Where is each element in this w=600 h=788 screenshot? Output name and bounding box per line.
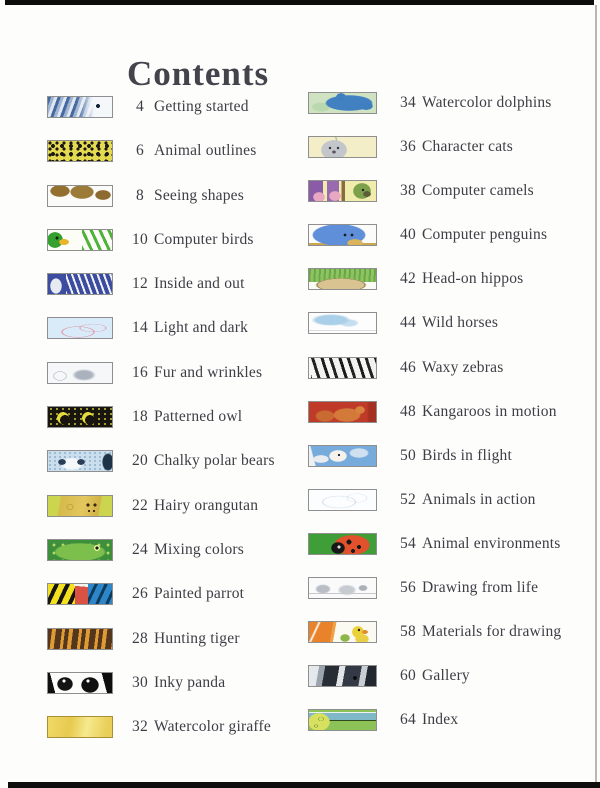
contents-column-right <box>308 92 561 753</box>
entry-title: Inky panda <box>154 673 226 691</box>
zebra-stripes-thumbnail-image <box>308 357 377 379</box>
contents-entry <box>47 628 275 650</box>
entry-page-number: 38 <box>400 182 416 200</box>
entry-title: Inside and out <box>154 275 245 293</box>
entry-page-number: 28 <box>132 629 148 647</box>
green-fish-thumbnail-image <box>47 539 113 561</box>
pink-sketch-thumbnail-image <box>47 317 113 339</box>
penguin-thumbnail-image <box>308 224 377 246</box>
contents-entry <box>308 401 561 423</box>
contents-entry <box>308 224 561 246</box>
contents-entry <box>47 185 275 207</box>
entry-title: Hunting tiger <box>154 629 240 647</box>
entry-title: Character cats <box>422 138 514 156</box>
entry-title: Birds in flight <box>422 446 512 464</box>
contents-entry <box>47 583 275 605</box>
entry-title: Painted parrot <box>154 585 245 603</box>
entry-page-number: 52 <box>400 490 416 508</box>
entry-title: Animal environments <box>422 534 561 552</box>
entry-title: Waxy zebras <box>422 358 504 376</box>
brown-patches-thumbnail-image <box>47 185 113 207</box>
entry-title: Computer camels <box>422 182 534 200</box>
contents-entry <box>47 716 275 738</box>
scan-edge-bottom <box>8 782 600 788</box>
entry-title: Animals in action <box>422 490 536 508</box>
entry-title: Materials for drawing <box>422 623 562 641</box>
entry-page-number: 58 <box>400 623 416 641</box>
orangutan-thumbnail-image <box>47 495 113 517</box>
scan-edge-right-line <box>595 5 597 782</box>
entry-title: Watercolor dolphins <box>422 94 552 111</box>
life-sketch-thumbnail-image <box>308 577 377 599</box>
parrot-stripes-thumbnail-image <box>47 583 113 605</box>
contents-entry <box>47 229 275 251</box>
entry-title: Fur and wrinkles <box>154 363 263 381</box>
entry-page-number: 46 <box>400 358 416 376</box>
contents-entry <box>47 672 275 694</box>
entry-title: Mixing colors <box>154 540 244 558</box>
green-bird-thumbnail-image <box>47 229 113 251</box>
entry-page-number: 26 <box>132 585 148 603</box>
cat-face-thumbnail-image <box>308 136 377 158</box>
entry-page-number: 24 <box>132 540 148 558</box>
contents-entry <box>308 621 561 643</box>
entry-page-number: 44 <box>400 314 416 332</box>
contents-entry <box>47 450 275 472</box>
entry-page-number: 40 <box>400 226 416 244</box>
contents-entry <box>47 317 275 339</box>
entry-page-number: 16 <box>132 363 148 381</box>
entry-page-number: 4 <box>136 98 144 115</box>
owl-eyes-thumbnail-image <box>47 406 113 428</box>
entry-page-number: 6 <box>136 142 144 160</box>
entry-title: Head-on hippos <box>422 270 524 288</box>
entry-page-number: 36 <box>400 138 416 156</box>
dolphin-thumbnail-image <box>308 92 377 114</box>
contents-entry <box>47 140 275 162</box>
ladybug-thumbnail-image <box>308 533 377 555</box>
contents-entry <box>47 495 275 517</box>
contents-entry <box>47 273 275 295</box>
entry-page-number: 50 <box>400 446 416 464</box>
entry-page-number: 32 <box>132 718 148 736</box>
entry-page-number: 10 <box>132 230 148 248</box>
skeleton-blue-thumbnail-image <box>47 273 113 295</box>
kangaroo-red-thumbnail-image <box>308 401 377 423</box>
entry-page-number: 22 <box>132 496 148 514</box>
entry-page-number: 8 <box>136 186 144 204</box>
contents-entry <box>308 357 561 379</box>
entry-page-number: 64 <box>400 711 416 729</box>
contents-entry <box>308 665 561 687</box>
entry-title: Seeing shapes <box>154 186 244 204</box>
panda-eyes-thumbnail-image <box>47 672 113 694</box>
owl-flight-thumbnail-image <box>308 445 377 467</box>
entry-page-number: 34 <box>400 94 416 111</box>
contents-entry <box>308 180 561 202</box>
contents-entry <box>47 406 275 428</box>
contents-entry <box>308 533 561 555</box>
contents-entry <box>308 577 561 599</box>
horse-sketch-thumbnail-image <box>308 312 377 334</box>
duck-materials-thumbnail-image <box>308 621 377 643</box>
contents-entry <box>308 445 561 467</box>
entry-page-number: 12 <box>132 275 148 293</box>
contents-entry <box>47 362 275 384</box>
entry-page-number: 42 <box>400 270 416 288</box>
contents-entry <box>308 268 561 290</box>
entry-page-number: 30 <box>132 673 148 691</box>
entry-title: Animal outlines <box>154 142 257 160</box>
entry-title: Hairy orangutan <box>154 496 259 514</box>
giraffe-yellow-thumbnail-image <box>47 716 113 738</box>
fish-thumbnail-image <box>47 96 113 118</box>
entry-title: Drawing from life <box>422 579 539 597</box>
entry-page-number: 14 <box>132 319 148 337</box>
polar-bears-thumbnail-image <box>47 450 113 472</box>
fur-sketch-thumbnail-image <box>47 362 113 384</box>
entry-title: Getting started <box>154 98 249 115</box>
contents-entry <box>308 709 561 731</box>
entry-title: Watercolor giraffe <box>154 718 271 736</box>
index-cartoon-thumbnail-image <box>308 709 377 731</box>
contents-entry <box>308 92 561 114</box>
entry-page-number: 18 <box>132 408 148 426</box>
entry-title: Index <box>422 711 459 729</box>
action-sketch-thumbnail-image <box>308 489 377 511</box>
entry-title: Gallery <box>422 667 470 685</box>
contents-entry <box>308 312 561 334</box>
contents-entry <box>47 96 275 118</box>
contents-column-left <box>47 96 275 760</box>
entry-page-number: 48 <box>400 402 416 420</box>
contents-entry <box>47 539 275 561</box>
page-title: Contents <box>127 54 270 94</box>
entry-title: Wild horses <box>422 314 499 332</box>
entry-title: Patterned owl <box>154 408 243 426</box>
entry-page-number: 56 <box>400 579 416 597</box>
entry-title: Light and dark <box>154 319 249 337</box>
contents-entry <box>308 489 561 511</box>
entry-title: Chalky polar bears <box>154 452 275 470</box>
entry-page-number: 20 <box>132 452 148 470</box>
hippo-grass-thumbnail-image <box>308 268 377 290</box>
entry-page-number: 54 <box>400 534 416 552</box>
entry-title: Kangaroos in motion <box>422 402 557 420</box>
raccoon-thumbnail-image <box>308 665 377 687</box>
entry-title: Computer penguins <box>422 226 548 244</box>
tiger-stripes-thumbnail-image <box>47 628 113 650</box>
entry-page-number: 60 <box>400 667 416 685</box>
entry-title: Computer birds <box>154 230 254 248</box>
contents-entry <box>308 136 561 158</box>
leopard-spots-thumbnail-image <box>47 140 113 162</box>
scan-edge-top <box>5 0 594 5</box>
camels-thumbnail-image <box>308 180 377 202</box>
